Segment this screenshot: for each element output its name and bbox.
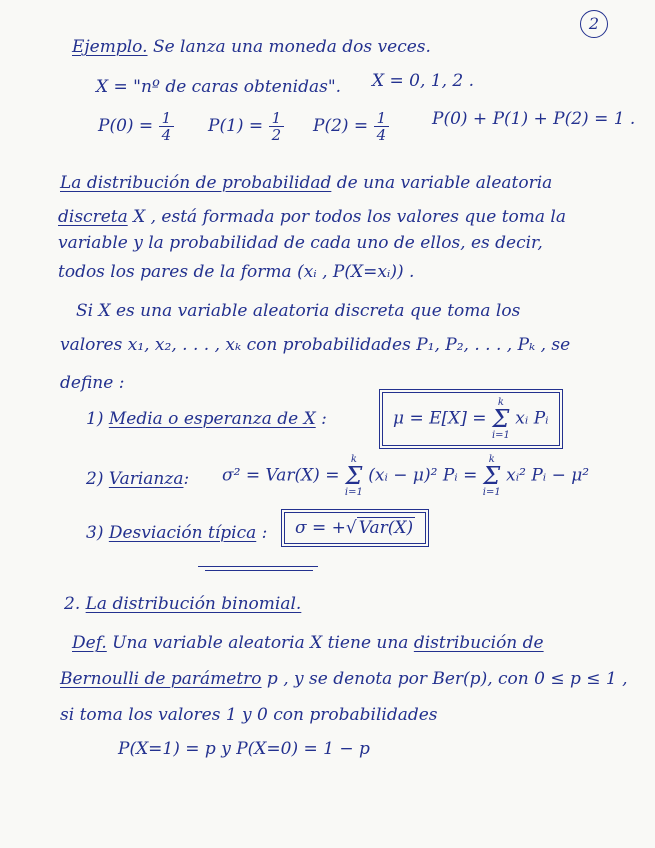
varianza-rhs: xᵢ² Pᵢ − μ² [506, 465, 590, 486]
varianza-sum2-top: k [488, 454, 495, 465]
media-colon: : [321, 409, 327, 429]
definition-line-3: variable y la probabilidad de cada uno de ellos, es decir, [58, 233, 543, 253]
desviacion-formula [284, 512, 426, 544]
varianza-sum-2 [483, 454, 501, 498]
media-number: 1) [86, 409, 104, 429]
definition-line-1-rest: de una variable aleatoria [331, 173, 553, 193]
p1-fraction [269, 110, 285, 143]
varianza-label: Varianza [108, 469, 184, 489]
varianza-colon: : [183, 469, 190, 489]
media-label: Media o esperanza de X [108, 409, 316, 429]
def-line-2 [60, 668, 628, 690]
p2-lhs: P(2) = [313, 116, 369, 136]
def-line-2-rest: p , y se denota por Ber(p), con 0 ≤ p ≤ 1 , [261, 669, 628, 689]
desviacion-colon: : [261, 523, 268, 543]
media-sum-bottom: i=1 [491, 430, 510, 441]
definition-line-1 [60, 172, 552, 194]
def-label: Def. [72, 633, 107, 653]
def-line-4: P(X=1) = p y P(X=0) = 1 − p [118, 739, 370, 759]
def-line-1 [72, 632, 544, 654]
section-2-title-text: La distribución binomial. [85, 594, 302, 614]
p0-fraction [159, 110, 175, 143]
media-sum [492, 397, 510, 441]
x-values: X = 0, 1, 2 . [372, 71, 475, 91]
p2-fraction [374, 110, 390, 143]
desviacion-item [86, 522, 267, 544]
si-line-3: define : [60, 373, 125, 393]
example-line [72, 36, 431, 58]
desviacion-label: Desviación típica [108, 523, 257, 543]
media-formula [382, 392, 560, 446]
page-number: 2 [580, 10, 608, 38]
def-line-1-text: Una variable aleatoria X tiene una [106, 633, 414, 653]
section-2-title [64, 593, 301, 615]
media-sum-top: k [497, 397, 504, 408]
p2-num: 1 [374, 110, 390, 127]
varianza-sum2-bottom: i=1 [482, 487, 501, 498]
def-line-1-term: distribución de [413, 633, 544, 653]
example-label: Ejemplo. [72, 37, 148, 57]
si-line-1: Si X es una variable aleatoria discreta que toma los [76, 301, 521, 321]
varianza-sum-top: k [350, 454, 357, 465]
section-divider-2 [205, 570, 313, 571]
varianza-mid: (xᵢ − μ)² Pᵢ = [368, 465, 478, 486]
probability-sum: P(0) + P(1) + P(2) = 1 . [432, 109, 636, 129]
desviacion-lhs: σ = + [295, 518, 346, 538]
media-item [86, 408, 327, 430]
def-line-3: si toma los valores 1 y 0 con probabilidades [60, 705, 438, 725]
varianza-lhs: σ² = Var(X) = [222, 465, 340, 486]
media-rhs: xᵢ Pᵢ [515, 408, 549, 429]
definition-line-2 [58, 206, 566, 228]
desviacion-number: 3) [86, 523, 104, 543]
varianza-item [86, 468, 189, 490]
sqrt-symbol: √ [345, 518, 357, 538]
p0-den: 4 [161, 126, 172, 144]
varianza-formula [222, 454, 589, 498]
p1-lhs: P(1) = [208, 116, 264, 136]
sigma-symbol: Σ [483, 462, 501, 490]
si-line-2: valores x₁, x₂, . . . , xₖ con probabilidades P₁, P₂, . . . , Pₖ , se [60, 335, 571, 355]
p2-den: 4 [376, 126, 387, 144]
p0-num: 1 [159, 110, 175, 127]
desviacion-formula-box [284, 512, 426, 544]
varianza-sum-bottom: i=1 [344, 487, 363, 498]
p1-expression [208, 110, 284, 143]
definition-line-4: todos los pares de la forma (xᵢ , P(X=xᵢ)) . [58, 262, 415, 282]
varianza-sum [345, 454, 363, 498]
p1-num: 1 [269, 110, 285, 127]
media-formula-box [382, 392, 560, 446]
discreta-term: discreta [58, 207, 128, 227]
example-text: Se lanza una moneda dos veces. [152, 37, 431, 57]
p1-den: 2 [271, 126, 282, 144]
p0-lhs: P(0) = [98, 116, 154, 136]
definition-term: La distribución de probabilidad [60, 173, 332, 193]
section-2-number: 2. [64, 594, 81, 614]
sigma-symbol: Σ [492, 405, 510, 433]
media-lhs: μ = E[X] = [393, 408, 487, 429]
p2-expression [313, 110, 389, 143]
varianza-number: 2) [86, 469, 104, 489]
sigma-symbol: Σ [345, 462, 363, 490]
p0-expression [98, 110, 174, 143]
x-definition: X = "nº de caras obtenidas". [96, 77, 342, 97]
desviacion-radicand: Var(X) [358, 518, 414, 538]
definition-line-2-rest: X , está formada por todos los valores que toma la [127, 207, 566, 227]
bernoulli-term: Bernoulli de parámetro [60, 669, 262, 689]
section-divider [198, 566, 318, 567]
